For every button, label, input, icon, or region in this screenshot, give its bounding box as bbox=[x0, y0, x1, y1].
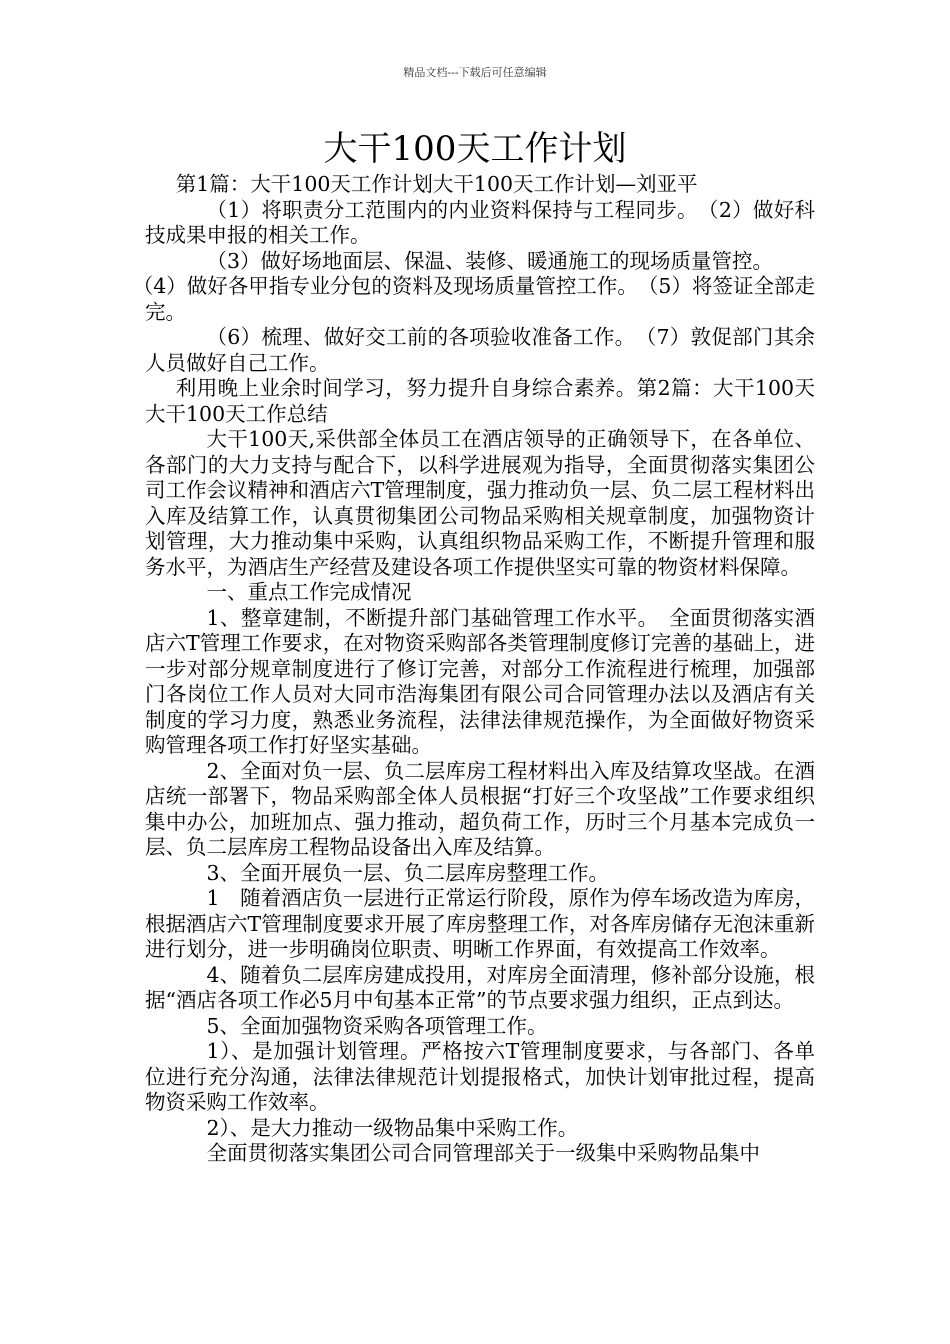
document-title: 大干100天工作计划 bbox=[323, 129, 627, 169]
paragraph-item-6-7: （6）梳理、做好交工前的各项验收准备工作。 （7）敦促部门其余人员做好自己工作。 bbox=[145, 325, 815, 375]
paragraph-item-1-2: （1）将职责分工范围内的内业资料保持与工程同步。 （2）做好科技成果申报的相关工作。 bbox=[145, 197, 815, 247]
paragraph-point-3-detail: 1 随着酒店负一层进行正常运行阶段，原作为停车场改造为库房，根据酒店六T管理制度要求开展了库房整理工作，对各库房储存无泡沫重新进行划分，进一步明确岗位职责、明晰工作界面，有效提高工作效率。 bbox=[145, 886, 815, 961]
paragraph-item-4-5: （4）做好各甲指专业分包的资料及现场质量管控工作。 （5）将签证全部走完。 bbox=[132, 274, 815, 324]
paragraph-part1-heading: 第1篇：大干100天工作计划大干100天工作计划—刘亚平 bbox=[175, 172, 698, 196]
page-header-note: 精品文档---下载后可任意编辑 bbox=[403, 66, 547, 79]
paragraph-point-5-2: 2）、是大力推动一级物品集中采购工作。 bbox=[206, 1115, 579, 1140]
document-body bbox=[132, 172, 815, 1167]
paragraph-point-5-2-detail: 全面贯彻落实集团公司合同管理部关于一级集中采购物品集中 bbox=[206, 1141, 760, 1165]
paragraph-point-3: 3、全面开展负一层、负二层库房整理工作。 bbox=[206, 860, 610, 885]
paragraph-point-4: 4、随着负二层库房建成投用，对库房全面清理，修补部分设施，根据“酒店各项工作必5月中旬基本正常”的节点要求强力组织，正点到达。 bbox=[145, 962, 815, 1012]
paragraph-item-3: （3）做好场地面层、保温、装修、暖通施工的现场质量管控。 bbox=[206, 248, 774, 273]
paragraph-point-5-1: 1）、是加强计划管理。严格按六T管理制度要求，与各部门、各单位进行充分沟通，法律法律规范计划提报格式，加快计划审批过程，提高物资采购工作效率。 bbox=[145, 1039, 815, 1114]
paragraph-point-5: 5、全面加强物资采购各项管理工作。 bbox=[206, 1013, 548, 1038]
paragraph-part2-heading: 利用晚上业余时间学习，努力提升自身综合素养。第2篇：大干100天大干100天工作总结 bbox=[145, 376, 815, 426]
paragraph-point-2: 2、全面对负一层、负二层库房工程材料出入库及结算攻坚战。在酒店统一部署下，物品采购部全体人员根据“打好三个攻坚战”工作要求组织集中办公，加班加点、强力推动，超负荷工作，历时三个月基本完成负一层、负二层库房工程物品设备出入库及结算。 bbox=[145, 758, 815, 859]
paragraph-summary-intro: 大干100天,采供部全体员工在酒店领导的正确领导下，在各单位、各部门的大力支持与配合下，以科学进展观为指导，全面贯彻落实集团公司工作会议精神和酒店六T管理制度，强力推动负一层、负二层工程材料出入库及结算工作，认真贯彻集团公司物品采购相关规章制度，加强物资计划管理，大力推动集中采购，认真组织物品采购工作，不断提升管理和服务水平，为酒店生产经营及建设各项工作提供坚实可靠的物资材料保障。 bbox=[145, 427, 815, 579]
paragraph-point-1: 1、整章建制，不断提升部门基础管理工作水平。 全面贯彻落实酒店六T管理工作要求，在对物资采购部各类管理制度修订完善的基础上，进一步对部分规章制度进行了修订完善，对部分工作流程进行梳理，加强部门各岗位工作人员对大同市浩海集团有限公司合同管理办法以及酒店有关制度的学习力度，熟悉业务流程，法律法律规范操作，为全面做好物资采购管理各项工作打好坚实基础。 bbox=[145, 605, 815, 757]
section-heading-key-work: 一、重点工作完成情况 bbox=[206, 580, 412, 604]
